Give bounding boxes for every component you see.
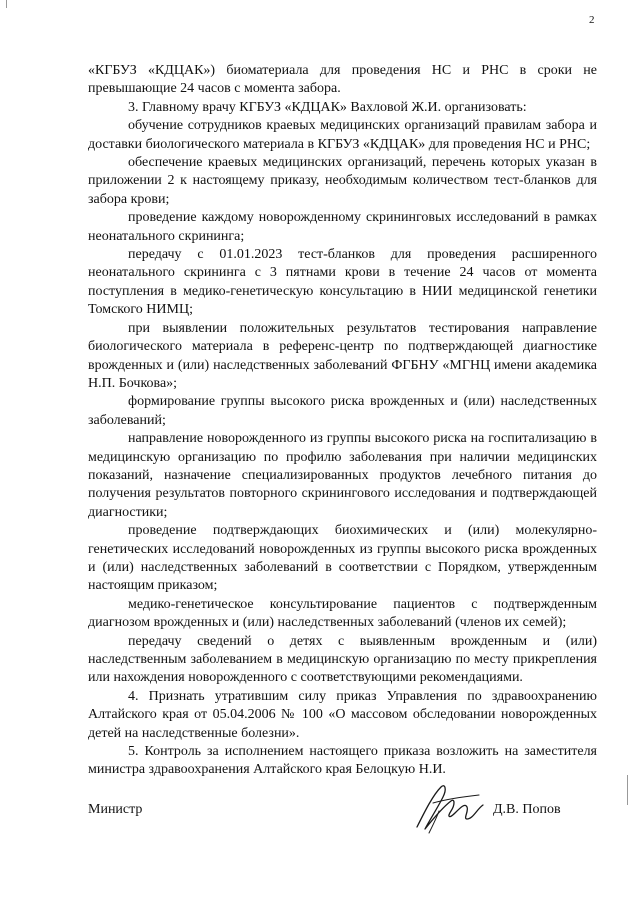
paragraph-sub-info-transfer: передачу сведений о детях с выявленным врожденным и (или) наследственным заболеванием в медицинскую организацию по месту прикрепления или нахождения новорожденного с соответствующими рекомендациями. xyxy=(88,633,597,686)
scan-artifact xyxy=(627,775,628,805)
paragraph-continuation: «КГБУЗ «КДЦАК») биоматериала для проведения НС и РНС в сроки не превышающие 24 часов с момента забора. xyxy=(88,63,597,97)
paragraph-sub-reference: при выявлении положительных результатов тестирования направление биологического материала в референс-центр по подтверждающей диагностике врожденных и (или) наследственных заболеваний ФГБНУ «МГНЦ имени академика Н.П. Бочкова»; xyxy=(88,320,597,391)
paragraph-sub-confirmation: проведение подтверждающих биохимических и (или) молекулярно-генетических исследований новорожденных из группы высокого риска врожденных и (или) наследственных заболеваний в соответствии с Порядком, утвержденным настоящим приказом; xyxy=(88,523,597,594)
body-text xyxy=(88,62,597,780)
scan-artifact xyxy=(6,0,7,8)
signature-block xyxy=(88,795,597,835)
signer-name: Д.В. Попов xyxy=(493,802,561,817)
page-number: 2 xyxy=(589,14,595,26)
paragraph-item-5: 5. Контроль за исполнением настоящего приказа возложить на заместителя министра здравоохранения Алтайского края Белоцкую Н.И. xyxy=(88,744,597,778)
paragraph-sub-consulting: медико-генетическое консультирование пациентов с подтвержденным диагнозом врожденных и (или) наследственных заболеваний (членов их семей); xyxy=(88,596,597,631)
paragraph-sub-transfer: передачу с 01.01.2023 тест-бланков для проведения расширенного неонатального скрининга с 3 пятнами крови в течение 24 часов от момента поступления в медико-генетическую консультацию в НИИ медицинской генетики Томского НИМЦ; xyxy=(88,247,597,318)
paragraph-item-3: 3. Главному врачу КГБУЗ «КДЦАК» Вахловой Ж.И. организовать: xyxy=(128,99,527,115)
paragraph-item-4: 4. Признать утратившим силу приказ Управления по здравоохранению Алтайского края от 05.04.2006 № 100 «О массовом обследовании новорожденных детей на наследственные болезни». xyxy=(88,688,597,741)
paragraph-sub-training: обучение сотрудников краевых медицинских организаций правилам забора и доставки биологического материала в КГБУЗ «КДЦАК» для проведения НС и РНС; xyxy=(88,118,597,152)
signer-title: Министр xyxy=(88,802,143,817)
paragraph-sub-supply: обеспечение краевых медицинских организаций, перечень которых указан в приложении 2 к настоящему приказу, необходимым количеством тест-бланков для забора крови; xyxy=(88,155,597,207)
handwritten-signature xyxy=(403,781,493,837)
paragraph-sub-risk-group: формирование группы высокого риска врожденных и (или) наследственных заболеваний; xyxy=(88,394,597,428)
paragraph-sub-screening: проведение каждому новорожденному скрининговых исследований в рамках неонатального скрининга; xyxy=(88,210,597,244)
paragraph-sub-hospitalization: направление новорожденного из группы высокого риска на госпитализацию в медицинскую организацию по профилю заболевания при наличии медицинских показаний, назначение специализированных продуктов лечебного питания до получения результатов повторного скринингового исследования и подтверждающей диагностики; xyxy=(88,431,597,520)
